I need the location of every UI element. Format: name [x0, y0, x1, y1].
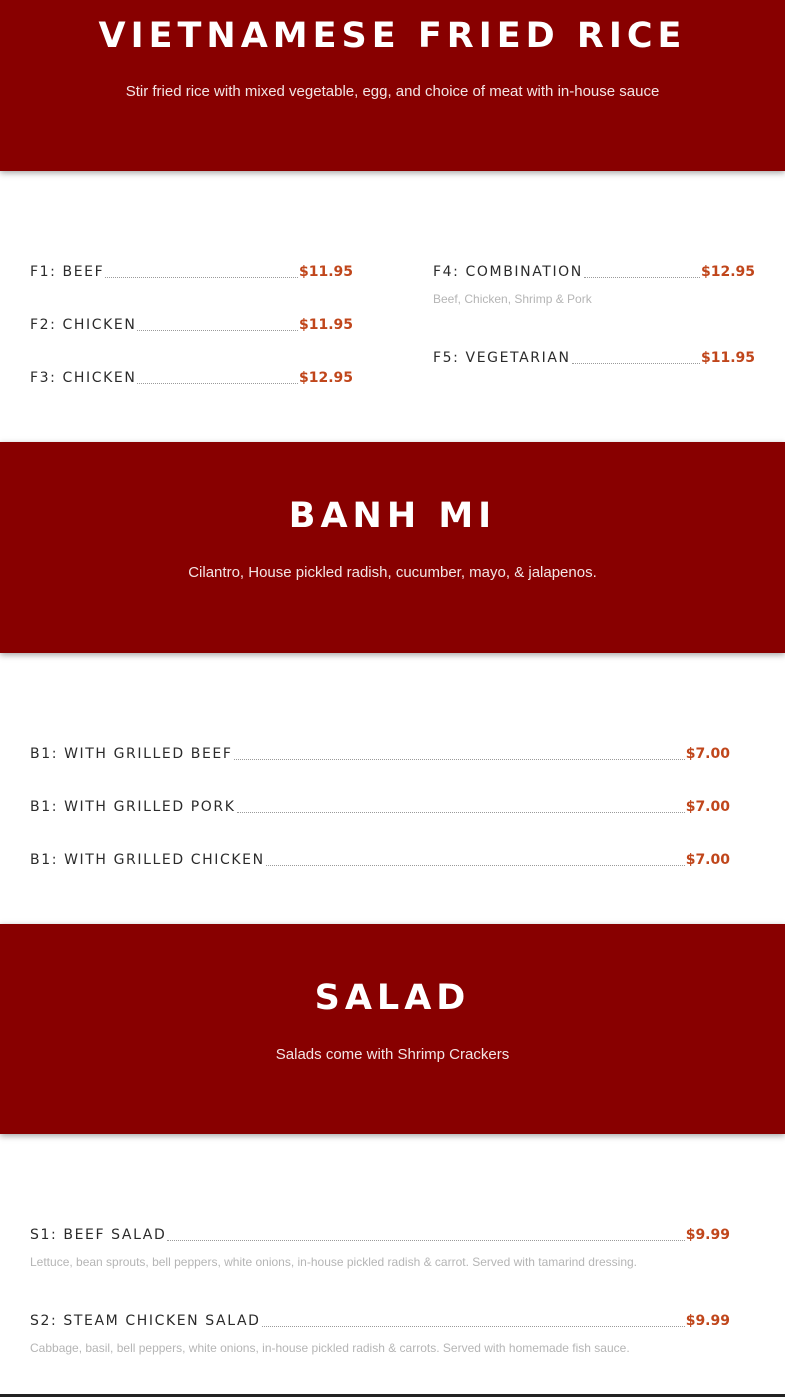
menu-item-name: B1: WITH GRILLED BEEF — [30, 746, 233, 762]
menu-item-f1[interactable] — [30, 261, 353, 281]
menu-item-price: $12.95 — [298, 370, 353, 386]
menu-item-name: F3: CHICKEN — [30, 370, 137, 386]
menu-item-f3[interactable] — [30, 367, 353, 387]
menu-item-name: F2: CHICKEN — [30, 317, 137, 333]
leader-dots — [572, 363, 700, 364]
leader-dots — [262, 1326, 685, 1327]
menu-item-s2[interactable] — [30, 1310, 730, 1330]
leader-dots — [167, 1240, 684, 1241]
banh-mi-title: BANH MI — [288, 496, 497, 536]
leader-dots — [137, 383, 298, 384]
fried-rice-header — [0, 0, 785, 171]
menu-item-price: $7.00 — [685, 852, 730, 868]
menu-item-b1-chicken[interactable] — [30, 849, 730, 869]
menu-item-name: B1: WITH GRILLED CHICKEN — [30, 852, 265, 868]
banh-mi-subtitle: Cilantro, House pickled radish, cucumber, mayo, & jalapenos. — [188, 564, 597, 581]
menu-item-b1-pork[interactable] — [30, 796, 730, 816]
leader-dots — [234, 759, 685, 760]
salad-title: SALAD — [314, 978, 471, 1018]
menu-item-name: B1: WITH GRILLED PORK — [30, 799, 236, 815]
banh-mi-header — [0, 442, 785, 653]
menu-item-price: $7.00 — [685, 799, 730, 815]
menu-item-price: $11.95 — [298, 264, 353, 280]
menu-item-f4[interactable] — [433, 261, 755, 281]
salad-header — [0, 924, 785, 1134]
leader-dots — [266, 865, 685, 866]
leader-dots — [105, 277, 298, 278]
menu-item-name: S2: STEAM CHICKEN SALAD — [30, 1313, 261, 1329]
fried-rice-title: VIETNAMESE FRIED RICE — [98, 16, 687, 56]
leader-dots — [137, 330, 298, 331]
leader-dots — [237, 812, 685, 813]
menu-item-name: F4: COMBINATION — [433, 264, 583, 280]
menu-item-description: Cabbage, basil, bell peppers, white onions, in-house pickled radish & carrots. Served with homemade fish sauce. — [30, 1341, 630, 1355]
menu-item-f5[interactable] — [433, 347, 755, 367]
menu-item-price: $12.95 — [700, 264, 755, 280]
menu-item-description: Beef, Chicken, Shrimp & Pork — [433, 292, 592, 306]
menu-item-description: Lettuce, bean sprouts, bell peppers, white onions, in-house pickled radish & carrot. Served with tamarind dressing. — [30, 1255, 637, 1269]
menu-item-b1-beef[interactable] — [30, 743, 730, 763]
menu-item-f2[interactable] — [30, 314, 353, 334]
menu-item-price: $11.95 — [700, 350, 755, 366]
menu-item-s1[interactable] — [30, 1224, 730, 1244]
menu-item-price: $9.99 — [685, 1313, 730, 1329]
fried-rice-subtitle: Stir fried rice with mixed vegetable, egg, and choice of meat with in-house sauce — [125, 83, 660, 100]
menu-item-price: $11.95 — [298, 317, 353, 333]
salad-subtitle: Salads come with Shrimp Crackers — [275, 1046, 510, 1063]
menu-item-price: $9.99 — [685, 1227, 730, 1243]
leader-dots — [584, 277, 700, 278]
menu-item-name: S1: BEEF SALAD — [30, 1227, 167, 1243]
menu-item-name: F5: VEGETARIAN — [433, 350, 571, 366]
menu-item-price: $7.00 — [685, 746, 730, 762]
menu-item-name: F1: BEEF — [30, 264, 105, 280]
